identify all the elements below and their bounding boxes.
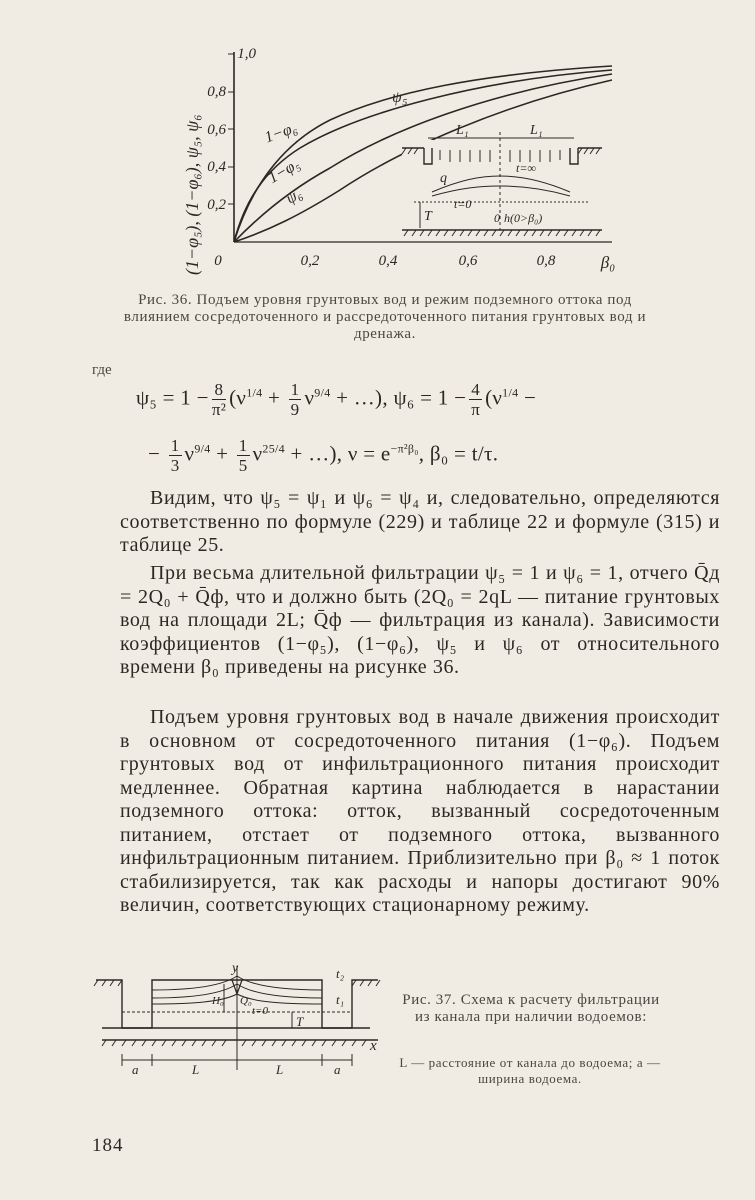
formula-segment: ν [252,441,263,466]
fraction [237,436,250,475]
exponent: 1/4 [502,385,519,400]
fig36-x-tick: 0,6 [458,253,478,269]
fig36-x-tick: 0 [214,253,222,269]
exponent: −π²β₀ [390,441,419,456]
formula-segment: ν [184,441,195,466]
exponent: 1/4 [246,385,263,400]
formula-nu [148,436,498,475]
fig36-x-ticks [214,253,615,272]
fig37-label-q0: Q₀ [240,995,252,1007]
fig37-label-t1: t₁ [336,992,345,1007]
fig36-y-ticks [207,46,256,213]
fig37-label-x: x [370,1038,377,1054]
fig37-label-h0: H₀ [212,995,224,1007]
formula-segment: (ν [485,385,503,410]
fraction-numerator: 1 [170,436,180,455]
fraction [169,436,182,475]
fig37-label-L-right: L [276,1062,284,1077]
fig36-label-1-phi5: 1−φ₅ [265,155,303,187]
figure-37-note: L — расстояние от канала до водоема; a — ширина водоема. [399,1055,661,1086]
fig36-y-tick: 0,6 [207,122,226,138]
fig36-y-tick: 0,4 [207,159,226,175]
fraction-denominator: 9 [290,400,300,419]
fraction-numerator: 1 [290,380,300,399]
figure-37-caption: Рис. 37. Схема к расчету фильтрации из канала при наличии водоемов: [402,992,660,1025]
fraction [469,380,482,419]
fig36-x-axis-label: β₀ [600,253,616,272]
fig36-x-tick: 0,2 [300,253,320,269]
fig36-y-axis-label: (1−φ₅), (1−φ₆), ψ₅, ψ₆ [182,114,202,275]
fraction-denominator: π [471,400,481,419]
fig37-diagram [94,966,380,1070]
fig36-inset-diagram [402,132,602,236]
inset-label: q [440,171,447,186]
inset-label: 0 [494,211,500,225]
figure-37 [92,960,382,1090]
paragraph-3 [120,706,720,918]
paragraph-2-text: При весьма длительной фильтрации ψ₅ = 1 и ψ₆ = 1, отчего Q̄д = 2Q₀ + Q̄ф, что и должно быть (2Q₀ = 2qL — питание грунтовых вод на площади 2L; Q̄ф — фильтрация из канала). Зависимости коэффициентов (1−φ₅), (1−φ₆), ψ₅ и ψ₆ от относительного времени β₀ приведены на рисунке 36. [120,562,720,678]
fig36-y-tick: 0,2 [207,197,226,213]
fig37-label-y: y [232,961,239,976]
inset-label: L₁ [530,123,543,138]
paragraph-3-text: Подъем уровня грунтовых вод в начале движения происходит в основном от сосредоточенного питания (1−φ₆). Подъем грунтовых вод от инфильтрационного питания происходит медленнее. Обратная картина наблюдается в нарастании подземного оттока: отток, вызванный сосредоточенным питанием, отстает от подземного оттока, вызванного инфильтрационным питанием. Приблизительно при β₀ ≈ 1 поток стабилизируется, так как расходы и напоры достигают 90% величин, соответствующих стационарному режиму. [120,706,720,916]
paragraph-2 [120,562,720,680]
inset-label: L₁ [456,123,469,138]
formula-segment: + …), ν = e [284,441,391,466]
fraction-numerator: 4 [471,380,481,399]
fraction-denominator: π² [211,400,227,419]
fraction-denominator: 3 [170,456,180,475]
paragraph-1-text: Видим, что ψ₅ = ψ₁ и ψ₆ = ψ₄ и, следовательно, определяются соответственно по формуле (229) и таблице 22 и формуле (315) и таблице 25. [120,487,720,556]
formula-segment: , β₀ = t/τ. [418,441,499,466]
fig37-label-L-left: L [192,1062,200,1077]
fig37-label-T: T [296,1014,304,1029]
fig36-y-tick: 0,8 [207,84,226,100]
formula-segment: (ν [229,385,247,410]
formula-segment: ν [304,385,315,410]
formula-segment: + …), ψ₆ = 1 − [330,385,467,410]
fig36-label-psi5: ψ₅ [392,89,408,106]
exponent: 25/4 [262,441,285,456]
fig37-label-a-left: a [132,1062,139,1077]
fraction-denominator: 5 [238,456,248,475]
fig36-label-psi6: ψ₆ [283,184,306,208]
fig36-x-tick: 0,4 [378,253,398,269]
exponent: 9/4 [314,385,331,400]
fraction [289,380,302,419]
fig36-y-tick: 1,0 [237,46,256,62]
paragraph-1 [120,487,720,558]
inset-label: T [424,209,432,224]
formula-segment: + [262,385,286,410]
page-number: 184 [92,1135,124,1156]
formula-segment: ψ₅ = 1 − [136,385,209,410]
fig37-label-t0: t=0 [252,1005,268,1017]
inset-label: t=0 [454,197,472,211]
formula-psi [136,380,536,419]
formula-segment: + [210,441,234,466]
inset-label: h(0>β₀) [504,211,543,225]
fraction [212,380,226,419]
fraction-numerator: 8 [212,380,226,400]
where-word: где [92,362,112,378]
inset-label: t=∞ [516,161,536,175]
exponent: 9/4 [194,441,211,456]
fraction-numerator: 1 [238,436,248,455]
fig36-curve-labels [262,89,407,207]
figure-36-caption: Рис. 36. Подъем уровня грунтовых вод и режим подземного оттока под влиянием сосредоточенного и рассредоточенного питания грунтовых вод и дренажа. [123,292,647,342]
formula-segment: − [148,441,166,466]
fig36-x-tick: 0,8 [536,253,556,269]
fig37-label-a-right: a [334,1062,341,1077]
fig37-label-t2: t₂ [336,966,345,981]
figure-36 [150,30,630,290]
fig36-label-1-phi6: 1−φ₆ [262,119,300,147]
formula-segment: − [518,385,537,410]
